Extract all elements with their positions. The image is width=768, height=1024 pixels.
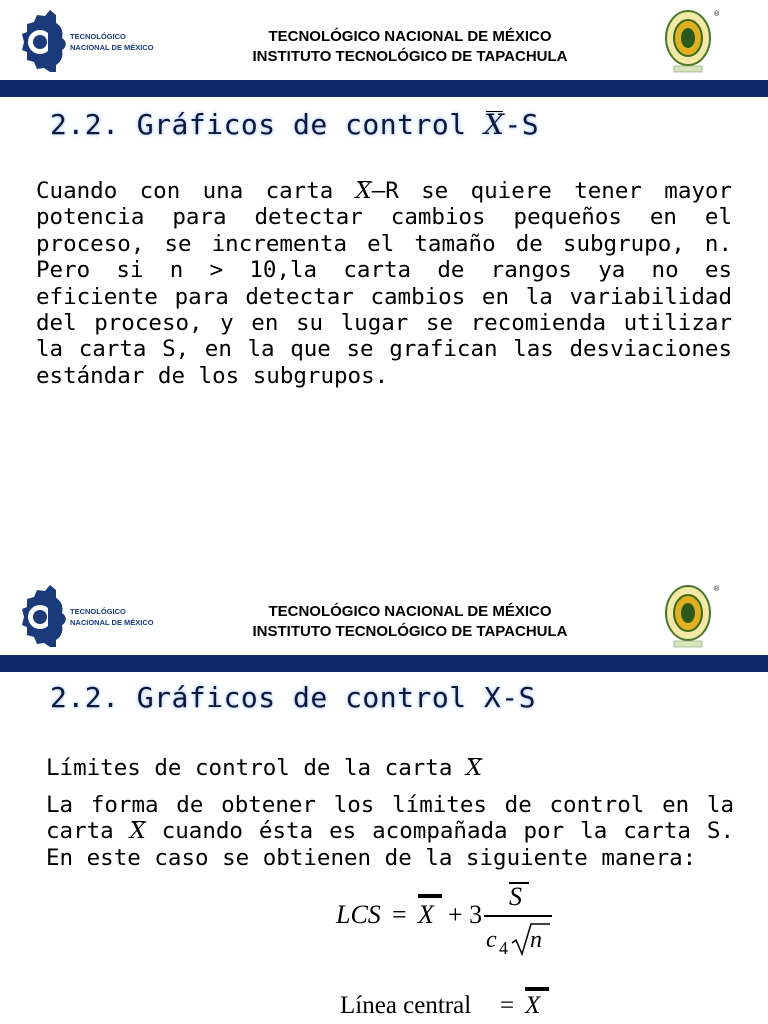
eq1-fraction-bar — [484, 915, 552, 917]
slide-title — [50, 108, 539, 141]
slide-title: 2.2. Gráficos de control X-S — [50, 681, 537, 714]
institution-line-1: TECNOLÓGICO NACIONAL DE MÉXICO — [268, 28, 552, 45]
eq1-equals: = — [392, 900, 407, 929]
eq1-subscript: 4 — [499, 938, 508, 958]
body-paragraph — [36, 178, 732, 389]
tecnm-logo — [18, 6, 154, 78]
eq1-numerator: S — [509, 882, 522, 911]
eq1-lhs: LCS — [336, 900, 381, 929]
eq1-x-overbar — [418, 894, 442, 898]
x-bar-symbol: X — [483, 108, 505, 141]
x-bar-symbol: X — [465, 755, 482, 781]
eq2-x: X — [525, 992, 541, 1019]
x-bar-symbol: X — [129, 818, 146, 845]
subtitle — [46, 755, 736, 781]
svg-text:®: ® — [714, 11, 720, 18]
tecnm-logo — [18, 581, 154, 653]
paragraph-text: La forma de obtener los límites de control en la carta — [46, 792, 734, 845]
svg-text:NACIONAL DE MÉXICO: NACIONAL DE MÉXICO — [70, 618, 154, 627]
eq1-x: X — [418, 900, 434, 929]
institution-name — [180, 27, 640, 67]
itt-seal-logo — [660, 583, 720, 651]
eq1-plus-three: + 3 — [448, 900, 483, 929]
eq1-n: n — [530, 927, 542, 953]
subtitle-text: Límites de control de la carta — [46, 755, 466, 781]
svg-text:NACIONAL DE MÉXICO: NACIONAL DE MÉXICO — [70, 43, 154, 52]
paragraph-text: Cuando con una carta — [36, 178, 356, 204]
title-suffix: -S — [504, 108, 540, 141]
slide-header — [0, 0, 768, 80]
header-bar — [0, 655, 768, 672]
title-text: 2.2. Gráficos de control — [50, 108, 484, 141]
body-paragraph — [46, 792, 734, 871]
slide-2 — [0, 575, 768, 1024]
institution-line-2: INSTITUTO TECNOLÓGICO DE TAPACHULA — [252, 48, 568, 65]
eq2-lhs: Línea central — [340, 992, 472, 1019]
header-bar — [0, 80, 768, 97]
eq1-c: c — [486, 927, 497, 953]
paragraph-text-cont: cuando ésta es acompañada por la carta S. En este caso se obtienen de la siguiente manera: — [46, 818, 734, 871]
institution-name — [180, 602, 640, 642]
eq2-x-overbar — [525, 987, 549, 991]
x-bar-symbol: X — [355, 178, 372, 204]
itt-seal-logo — [660, 8, 720, 76]
svg-text:TECNOLÓGICO: TECNOLÓGICO — [70, 32, 126, 41]
svg-text:TECNOLÓGICO: TECNOLÓGICO — [70, 607, 126, 616]
paragraph-text-cont: –R se quiere tener mayor potencia para detectar cambios pequeños en el proceso, se incrementa el tamaño de subgrupo, n. Pero si n > 10,la carta de rangos ya no es eficiente para detectar cambios en la variabilidad del proceso, y en su lugar se recomienda utilizar la carta S, en la que se grafican las desviaciones estándar de los subgrupos. — [36, 178, 732, 389]
institution-line-2: INSTITUTO TECNOLÓGICO DE TAPACHULA — [252, 623, 568, 640]
eq2-equals: = — [500, 992, 515, 1019]
slide-header — [0, 575, 768, 655]
svg-text:®: ® — [714, 586, 720, 593]
institution-line-1: TECNOLÓGICO NACIONAL DE MÉXICO — [268, 603, 552, 620]
